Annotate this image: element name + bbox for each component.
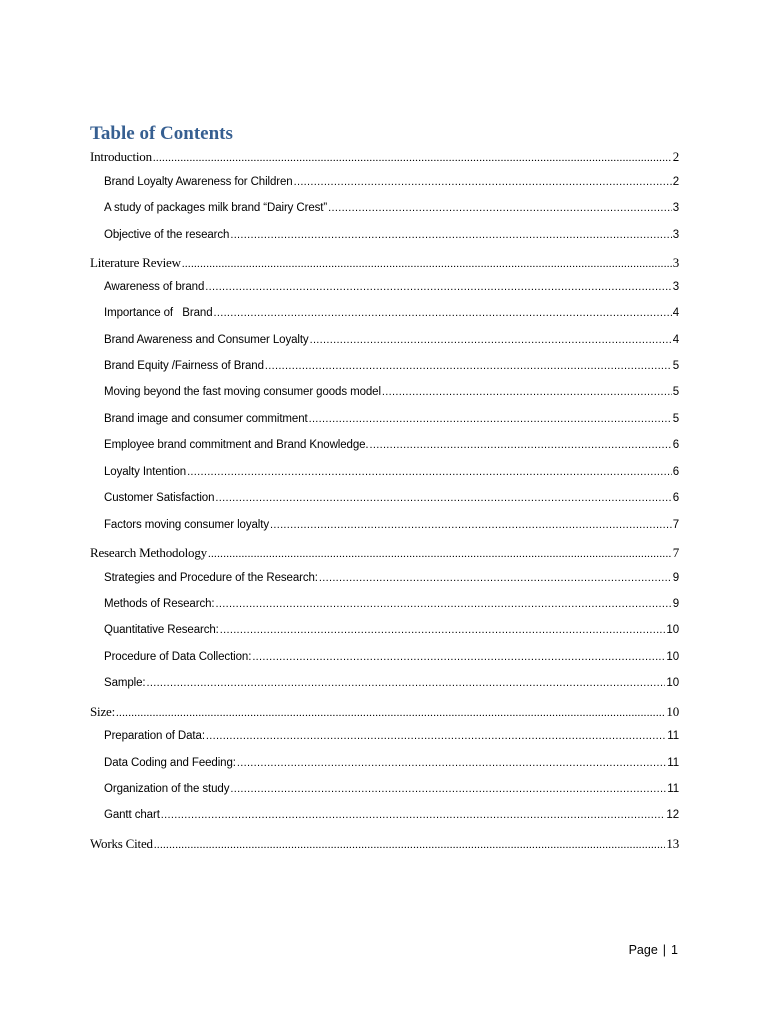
toc-entry-label: Methods of Research:: [104, 598, 215, 610]
toc-entry-label: Sample:: [104, 677, 146, 689]
toc-entry-label: Works Cited: [90, 836, 153, 851]
toc-entry-gantt-chart[interactable]: [104, 809, 679, 825]
dot-leader: [147, 677, 666, 689]
toc-entry-label: Research Methodology: [90, 545, 207, 560]
toc-entry-page: 6: [672, 492, 679, 504]
page-label: Page: [628, 943, 658, 957]
toc-entry-page: 5: [672, 413, 679, 425]
toc-entry-label: Employee brand commitment and Brand Knowledge.: [104, 439, 369, 451]
toc-entry-label: Factors moving consumer loyalty: [104, 519, 269, 531]
toc-entry-label: Procedure of Data Collection:: [104, 651, 252, 663]
toc-entry-data-coding[interactable]: [104, 757, 679, 773]
toc-entry-label: Importance of Brand: [104, 307, 213, 319]
toc-entry-label: Organization of the study: [104, 783, 230, 795]
dot-leader: [182, 258, 672, 270]
dot-leader: [208, 548, 672, 560]
toc-entry-brand-awareness-loyalty[interactable]: [104, 334, 679, 350]
dot-leader: [309, 413, 672, 425]
toc-entry-employee-commitment[interactable]: [104, 439, 679, 455]
dot-leader: [252, 651, 665, 663]
toc-entry-label: Literature Review: [90, 255, 181, 270]
toc-entry-sample[interactable]: [104, 677, 679, 693]
toc-entry-label: Quantitative Research:: [104, 624, 219, 636]
toc-entry-preparation-of-data[interactable]: [104, 730, 679, 746]
toc-entry-moving-beyond-fmcg[interactable]: [104, 386, 679, 402]
toc-entry-label: Customer Satisfaction: [104, 492, 215, 504]
toc-entry-label: Loyalty Intention: [104, 466, 187, 478]
toc-entry-page: 13: [666, 836, 679, 851]
dot-leader: [187, 466, 672, 478]
toc-entry-page: 10: [666, 624, 679, 636]
toc-entry-label: Brand Equity /Fairness of Brand: [104, 360, 264, 372]
toc-entry-research-methodology[interactable]: [90, 545, 679, 561]
toc-entry-page: 7: [672, 545, 679, 560]
dot-leader: [153, 152, 672, 164]
toc-entry-label: Strategies and Procedure of the Research:: [104, 572, 318, 584]
toc-entry-awareness-of-brand[interactable]: [104, 281, 679, 297]
toc-entry-brand-image[interactable]: [104, 413, 679, 429]
dot-leader: [214, 307, 672, 319]
toc-entry-label: Introduction: [90, 149, 152, 164]
toc-entry-strategies-procedure[interactable]: [104, 572, 679, 588]
dot-leader: [116, 707, 665, 719]
toc-entry-page: 7: [672, 519, 679, 531]
toc-entry-page: 4: [672, 307, 679, 319]
toc-entry-page: 5: [672, 386, 679, 398]
toc-entry-dairy-crest-study[interactable]: [104, 202, 679, 218]
toc-entry-page: 12: [666, 809, 679, 821]
toc-entry-methods-of-research[interactable]: [104, 598, 679, 614]
toc-entry-label: Brand image and consumer commitment: [104, 413, 308, 425]
toc-entry-page: 10: [666, 651, 679, 663]
toc-title: Table of Contents: [90, 123, 233, 144]
toc-entry-label: Awareness of brand: [104, 281, 205, 293]
dot-leader: [154, 839, 666, 851]
toc-entry-objective[interactable]: [104, 229, 679, 245]
toc-entry-brand-equity[interactable]: [104, 360, 679, 376]
toc-entry-loyalty-intention[interactable]: [104, 466, 679, 482]
dot-leader: [216, 598, 672, 610]
toc-entry-page: 5: [672, 360, 679, 372]
toc-entry-label: Preparation of Data:: [104, 730, 205, 742]
toc-entry-page: 11: [667, 757, 679, 769]
toc-entry-page: 3: [672, 255, 679, 270]
dot-leader: [215, 492, 671, 504]
dot-leader: [328, 202, 672, 214]
dot-leader: [220, 624, 666, 636]
toc-entry-data-collection[interactable]: [104, 651, 679, 667]
toc-entry-brand-loyalty-awareness[interactable]: [104, 176, 679, 192]
toc-entry-page: 9: [672, 572, 679, 584]
toc-entry-page: 10: [666, 677, 679, 689]
page-footer: [629, 943, 678, 957]
toc-entry-label: Brand Awareness and Consumer Loyalty: [104, 334, 309, 346]
toc-entry-page: 9: [672, 598, 679, 610]
toc-entry-page: 11: [667, 730, 679, 742]
toc-entry-quantitative-research[interactable]: [104, 624, 679, 640]
toc-entry-label: A study of packages milk brand “Dairy Crest”: [104, 202, 328, 214]
dot-leader: [319, 572, 672, 584]
toc-entry-label: Objective of the research: [104, 229, 230, 241]
toc-entry-introduction[interactable]: [90, 149, 679, 165]
page-separator: |: [662, 943, 667, 957]
dot-leader: [230, 229, 671, 241]
toc-entry-works-cited[interactable]: [90, 836, 679, 852]
toc-entry-page: 6: [672, 466, 679, 478]
toc-entry-page: 2: [672, 176, 679, 188]
dot-leader: [294, 176, 672, 188]
toc-entry-page: 2: [672, 149, 679, 164]
toc-entry-label: Gantt chart: [104, 809, 160, 821]
toc-entry-importance-of-brand[interactable]: [104, 307, 679, 323]
toc-entry-page: 6: [672, 439, 679, 451]
dot-leader: [370, 439, 672, 451]
dot-leader: [270, 519, 672, 531]
toc-entry-page: 3: [672, 281, 679, 293]
dot-leader: [310, 334, 672, 346]
toc-entry-label: Brand Loyalty Awareness for Children: [104, 176, 293, 188]
page-number: 1: [671, 943, 678, 957]
dot-leader: [205, 281, 671, 293]
toc-entry-page: 10: [666, 704, 679, 719]
toc-entry-label: Data Coding and Feeding:: [104, 757, 236, 769]
toc-entry-size[interactable]: [90, 704, 679, 720]
dot-leader: [230, 783, 666, 795]
dot-leader: [265, 360, 672, 372]
toc-entry-customer-satisfaction[interactable]: [104, 492, 679, 508]
dot-leader: [237, 757, 666, 769]
dot-leader: [382, 386, 672, 398]
toc-entry-factors-loyalty[interactable]: [104, 519, 679, 535]
toc-entry-organization-of-study[interactable]: [104, 783, 679, 799]
toc-entry-label: Moving beyond the fast moving consumer goods model: [104, 386, 381, 398]
dot-leader: [161, 809, 666, 821]
dot-leader: [206, 730, 666, 742]
toc-entry-page: 4: [672, 334, 679, 346]
toc-entry-page: 3: [672, 229, 679, 241]
toc-entry-literature-review[interactable]: [90, 255, 679, 271]
toc-entry-page: 11: [667, 783, 679, 795]
toc-entry-page: 3: [672, 202, 679, 214]
toc-entry-label: Size:: [90, 704, 115, 719]
